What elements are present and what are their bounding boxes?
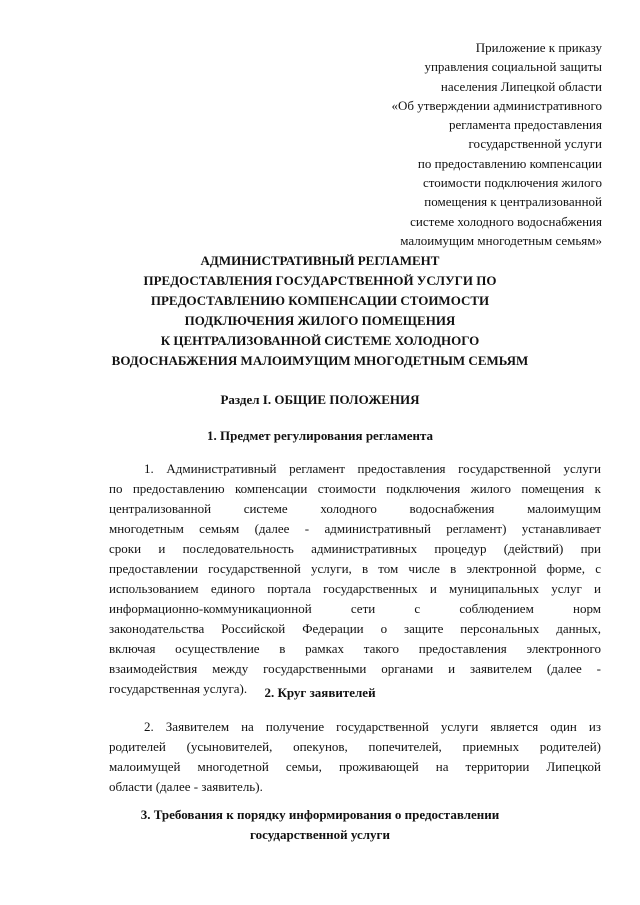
approval-line: государственной услуги xyxy=(468,136,602,152)
paragraph-line: малоимущей многодетной семьи, проживающей на территории Липецкой xyxy=(109,759,601,774)
title-line: АДМИНИСТРАТИВНЫЙ РЕГЛАМЕНТ xyxy=(200,253,440,268)
approval-line: населения Липецкой области xyxy=(440,78,602,94)
paragraph-line: законодательства Российской Федерации о защите персональных данных, xyxy=(109,621,601,636)
paragraph-line: сроки и последовательность административных процедур (действий) при xyxy=(109,541,601,556)
subsection-3-heading xyxy=(60,805,580,845)
paragraph-line: 2. Заявителем на получение государственной услуги является один из xyxy=(144,719,601,734)
subsection-1-heading: 1. Предмет регулирования регламента xyxy=(206,428,434,443)
heading-line: 3. Требования к порядку информирования о предоставлении xyxy=(140,807,500,822)
paragraph-line: взаимодействия между государственными органами и заявителем (далее - xyxy=(109,661,601,676)
approval-line: помещения к централизованной xyxy=(424,194,602,210)
approval-line: «Об утверждении административного xyxy=(391,97,602,113)
paragraph-line: многодетным семьям (далее - административный регламент) устанавливает xyxy=(109,521,601,536)
approval-line: малоимущим многодетным семьям» xyxy=(400,232,602,248)
paragraph-line: 1. Административный регламент предоставления государственной услуги xyxy=(144,461,601,476)
paragraph-line: предоставлении государственной услуги, в том числе в электронной форме, с xyxy=(109,561,601,576)
paragraph-line: государственная услуга). xyxy=(109,681,248,696)
title-line: К ЦЕНТРАЛИЗОВАННОЙ СИСТЕМЕ ХОЛОДНОГО xyxy=(160,333,480,348)
title-line: ПРЕДОСТАВЛЕНИЯ ГОСУДАРСТВЕННОЙ УСЛУГИ ПО xyxy=(143,273,497,288)
paragraph-line: включая осуществление в рамках такого предоставления электронного xyxy=(109,641,601,656)
subsection-2-heading: 2. Круг заявителей xyxy=(264,685,376,700)
heading-line: государственной услуги xyxy=(250,827,390,842)
document-title xyxy=(60,251,580,371)
approval-line: Приложение к приказу xyxy=(475,40,602,55)
approval-line: управления социальной защиты xyxy=(424,59,602,75)
approval-line: регламента предоставления xyxy=(448,117,602,133)
paragraph-2 xyxy=(109,717,601,797)
paragraph-line: области (далее - заявитель). xyxy=(109,779,263,794)
section-1-heading: Раздел I. ОБЩИЕ ПОЛОЖЕНИЯ xyxy=(220,392,420,407)
paragraph-line: централизованной системе холодного водоснабжения малоимущим xyxy=(109,501,601,516)
approval-note xyxy=(302,38,602,250)
approval-line: стоимости подключения жилого xyxy=(422,175,602,191)
title-line: ПРЕДОСТАВЛЕНИЮ КОМПЕНСАЦИИ СТОИМОСТИ xyxy=(150,293,490,308)
paragraph-1 xyxy=(109,459,601,699)
title-line: ПОДКЛЮЧЕНИЯ ЖИЛОГО ПОМЕЩЕНИЯ xyxy=(184,313,456,328)
approval-line: системе холодного водоснабжения xyxy=(410,213,602,229)
paragraph-line: по предоставлению компенсации стоимости подключения жилого помещения к xyxy=(109,481,601,496)
approval-line: по предоставлению компенсации xyxy=(417,155,602,171)
paragraph-line: родителей (усыновителей, опекунов, попечителей, приемных родителей) xyxy=(109,739,601,754)
paragraph-line: использованием единого портала государственных и муниципальных услуг и xyxy=(109,581,601,596)
title-line: ВОДОСНАБЖЕНИЯ МАЛОИМУЩИМ МНОГОДЕТНЫМ СЕМЬЯМ xyxy=(111,353,529,368)
paragraph-line: информационно-коммуникационной сети с соблюдением норм xyxy=(109,601,601,616)
